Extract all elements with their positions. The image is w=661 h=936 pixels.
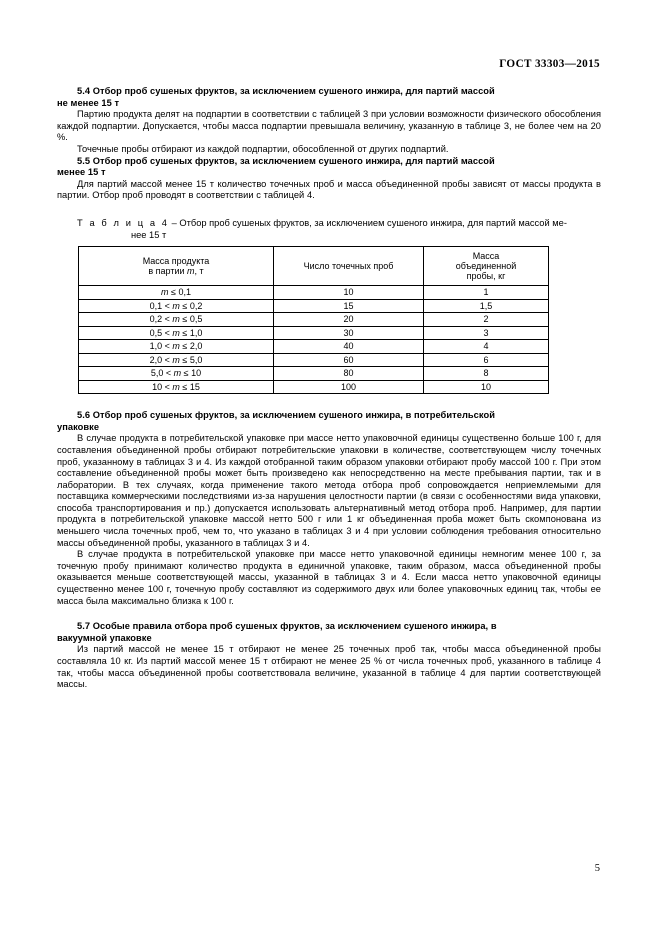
table-4-cell-points: 20 (274, 313, 424, 327)
table-4-caption-text: Отбор проб сушеных фруктов, за исключением сушеного инжира, для партий массой ме- (179, 217, 567, 228)
table-4-cell-points: 30 (274, 326, 424, 340)
table-4-cell-mass: 5,0 < m ≤ 10 (79, 367, 274, 381)
table-4 (78, 246, 549, 394)
section-5-5-paragraph-1: Для партий массой менее 15 т количество точечных проб и масса объединенной пробы зависят от массы продукта в партии. Отбор проб проводят в соответствии с таблицей 4. (57, 178, 601, 201)
section-heading-5-6 (57, 410, 601, 433)
table-4-cell-points: 60 (274, 353, 424, 367)
page-content-column (57, 86, 601, 691)
table-4-cell-mass: 1,0 < m ≤ 2,0 (79, 340, 274, 354)
table-4-header-aggregate-line1: Масса (472, 250, 500, 261)
table-row (79, 299, 549, 313)
section-heading-5-4 (57, 86, 601, 109)
table-4-caption-dash: – (169, 217, 180, 228)
table-4-header-aggregate-line2: объединенной (455, 260, 517, 271)
table-row (79, 286, 549, 300)
table-row (79, 313, 549, 327)
table-row (79, 326, 549, 340)
section-heading-5-5 (57, 156, 601, 179)
table-4-caption (57, 218, 601, 241)
table-4-cell-sample: 4 (424, 340, 549, 354)
table-4-header-mass-line2: в партии m, т (148, 266, 204, 277)
table-row (79, 353, 549, 367)
table-4-cell-points: 80 (274, 367, 424, 381)
table-4-header-number-of-increments (274, 247, 424, 286)
table-4-header-mass-line1: Масса продукта (142, 255, 210, 266)
table-4-cell-mass: 0,1 < m ≤ 0,2 (79, 299, 274, 313)
table-4-body (79, 286, 549, 394)
table-4-header-mass-of-product (79, 247, 274, 286)
table-4-cell-points: 40 (274, 340, 424, 354)
table-4-cell-mass: 2,0 < m ≤ 5,0 (79, 353, 274, 367)
table-4-header-increments-line1: Число точечных проб (303, 260, 394, 271)
table-4-cell-points: 100 (274, 380, 424, 394)
table-4-cell-sample: 10 (424, 380, 549, 394)
table-4-header-aggregate-line3: пробы, кг (466, 271, 506, 282)
running-head-standard-number: ГОСТ 33303—2015 (499, 58, 600, 70)
table-4-caption-continuation: нее 15 т (131, 229, 167, 240)
table-row (79, 340, 549, 354)
section-heading-5-6-line2: упаковке (57, 421, 100, 432)
table-4-cell-sample: 1,5 (424, 299, 549, 313)
table-4-cell-mass: m ≤ 0,1 (79, 286, 274, 300)
table-4-header-aggregate-sample-mass (424, 247, 549, 286)
page-number: 5 (594, 863, 600, 874)
table-4-cell-mass: 10 < m ≤ 15 (79, 380, 274, 394)
section-heading-5-4-line2: не менее 15 т (57, 97, 120, 108)
table-4-cell-sample: 6 (424, 353, 549, 367)
section-heading-5-7-line1: 5.7 Особые правила отбора проб сушеных фруктов, за исключением сушеного инжира, в (77, 621, 497, 632)
table-4-cell-mass: 0,2 < m ≤ 0,5 (79, 313, 274, 327)
table-4-cell-sample: 3 (424, 326, 549, 340)
section-heading-5-7 (57, 621, 601, 644)
table-row (79, 367, 549, 381)
section-5-6-paragraph-1: В случае продукта в потребительской упаковке при массе нетто упаковочной единицы существенно больше 100 г, для составления объединенной пробы отбирают потребительские упаковки в количестве, соответствующем числу точечных проб, указанному в таблицах 3 и 4. Из каждой отобранной таким образом упаковки отбирают пробу массой 100 г. При этом составление объединенной пробы может быть произведено как непосредственно на месте пребывания партии, так и в лаборатории. В тех случаях, когда применение такого метода отбора проб сопровождается неприемлемыми для поставщика коммерческими последствиями из-за нарушения целостности партии (в связи с особенностями вида упаковки, способа транспортирования и пр.) допускается использовать альтернативный метод отбора проб. Например, для партии продукта в потребительской упаковке массой нетто 500 г или 1 кг объединенная проба может быть скомпонована из меньшего числа точечных проб, чем то, что указано в таблицах 3 и 4 при условии соблюдения требования относительно массы объединенной пробы, указанного в таблицах 3 и 4. (57, 433, 601, 548)
section-5-4-paragraph-1: Партию продукта делят на подпартии в соответствии с таблицей 3 при условии возможности физического обособления каждой подпартии. Допускается, чтобы масса подпартии превышала величину, указанную в таблице 3, не более чем на 20 %. (57, 109, 601, 143)
table-4-cell-sample: 1 (424, 286, 549, 300)
table-4-header-row (79, 247, 549, 286)
section-heading-5-5-line1: 5.5 Отбор проб сушеных фруктов, за исключением сушеного инжира, для партий массой (77, 155, 495, 166)
table-4-caption-label: Т а б л и ц а 4 (77, 217, 170, 228)
table-4-cell-mass: 0,5 < m ≤ 1,0 (79, 326, 274, 340)
section-5-4-paragraph-2: Точечные пробы отбирают из каждой подпартии, обособленной от других подпартий. (77, 143, 449, 154)
table-row (79, 380, 549, 394)
section-heading-5-6-line1: 5.6 Отбор проб сушеных фруктов, за исключением сушеного инжира, в потребительской (77, 410, 495, 421)
section-5-7-paragraph-1: Из партий массой не менее 15 т отбирают не менее 25 точечных проб так, чтобы масса объединенной пробы составляла 10 кг. Из партий массой менее 15 т отбирают не менее 25 % от числа точечных проб, указанного в таблице 4 так, чтобы масса объединенной пробы соответствовала величине, указанной в таблице 4 для партии соответствующей массы. (57, 644, 601, 690)
table-4-cell-sample: 2 (424, 313, 549, 327)
section-5-6-paragraph-2: В случае продукта в потребительской упаковке при массе нетто упаковочной единицы немногим менее 100 г, за точечную пробу принимают количество продукта в единичной упаковке, таким образом, масса объединенной пробы оказывается меньше соответствующей массы, указанной в таблицах 3 и 4. Если масса нетто упаковочной единицы существенно менее 100 г, точечную пробу составляют из содержимого двух или более упаковочных единиц так, чтобы ее масса была максимально близка к 100 г. (57, 549, 601, 606)
section-heading-5-5-line2: менее 15 т (57, 167, 106, 178)
table-4-cell-points: 10 (274, 286, 424, 300)
section-heading-5-7-line2: вакуумной упаковке (57, 632, 152, 643)
section-heading-5-4-line1: 5.4 Отбор проб сушеных фруктов, за исключением сушеного инжира, для партий массой (77, 86, 495, 96)
table-4-cell-points: 15 (274, 299, 424, 313)
table-4-cell-sample: 8 (424, 367, 549, 381)
